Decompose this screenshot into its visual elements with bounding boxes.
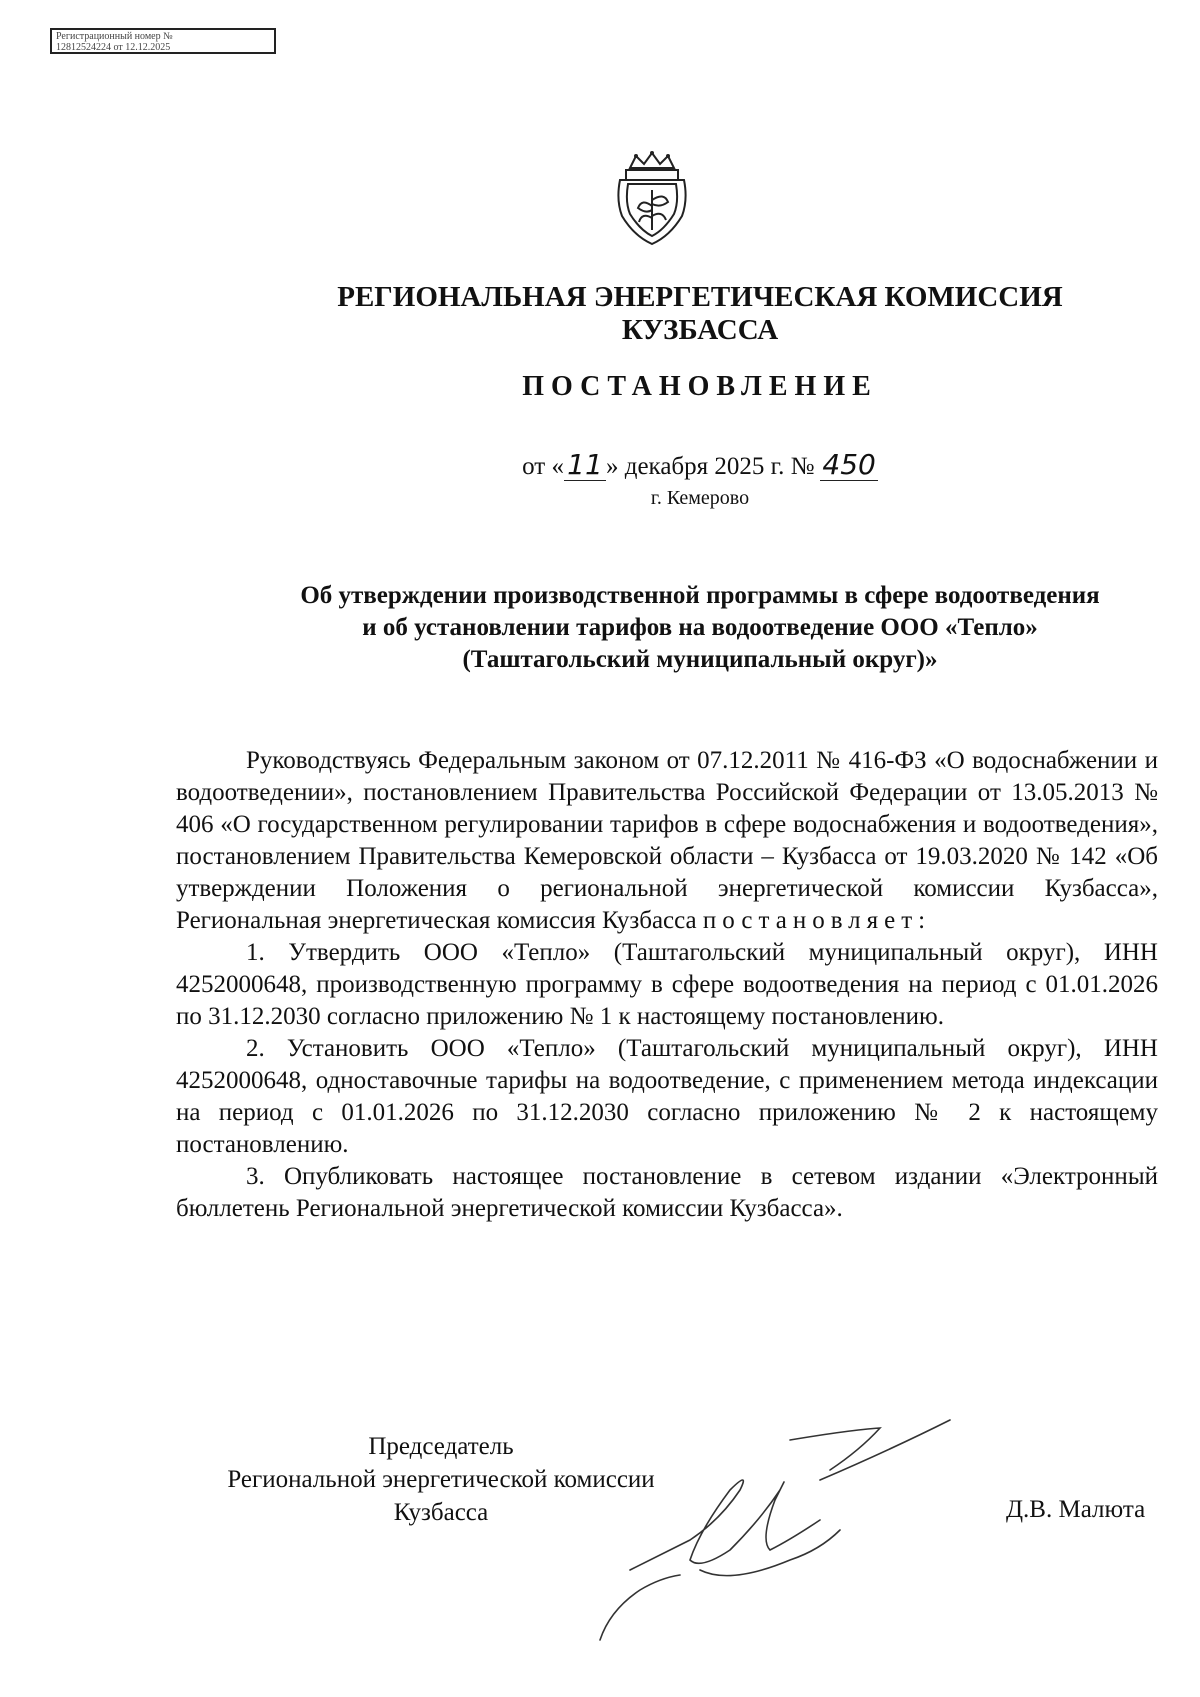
signer-region: Кузбасса [393, 1499, 489, 1526]
subject-line: и об установлении тарифов на водоотведение ООО «Тепло» [362, 614, 1038, 641]
date-day: 11 [564, 450, 606, 481]
subject-line: (Таштагольский муниципальный округ)» [462, 646, 938, 673]
registration-label: Регистрационный номер № [56, 31, 173, 42]
registration-stamp [50, 28, 276, 54]
resolves-word: постановляет: [702, 907, 932, 934]
signer-organization: Региональной энергетической комиссии [227, 1466, 655, 1493]
organization-name: РЕГИОНАЛЬНАЯ ЭНЕРГЕТИЧЕСКАЯ КОМИССИЯ [337, 281, 1063, 313]
document-type: ПОСТАНОВЛЕНИЕ [522, 371, 878, 402]
coat-of-arms-icon [612, 150, 692, 248]
document-body [176, 745, 1158, 1225]
subject-line: Об утверждении производственной программы в сфере водоотведения [300, 582, 1100, 609]
item-1: 1. Утвердить ООО «Тепло» (Таштагольский муниципальный округ), ИНН 4252000648, производственную программу в сфере водоотведения на период с 01.01.2026 по 31.12.2030 согласно приложению № 1 к настоящему постановлению. [176, 939, 1158, 1030]
item-2: 2. Установить ООО «Тепло» (Таштагольский муниципальный округ), ИНН 4252000648, одноставочные тарифы на водоотведение, с применением метода индексации на период с 01.01.2026 по 31.12.2030 согласно приложению № 2 к настоящему постановлению. [176, 1035, 1158, 1158]
signer-name: Д.В. Малюта [1006, 1496, 1146, 1523]
date-prefix: от « [522, 453, 564, 480]
date-middle: » декабря 2025 г. № [605, 453, 815, 480]
registration-number: 12812524224 от 12.12.2025 [56, 42, 171, 53]
document-subject [160, 580, 1200, 676]
document-number: 450 [822, 448, 876, 481]
preamble-text: Руководствуясь Федеральным законом от 07.12.2011 № 416-ФЗ «О водоснабжении и водоотведении», постановлением Правительства Российской Федерации от 13.05.2013 № 406 «О государственном регулировании тарифов в сфере водоснабжения и водоотведения», постановлением Правительства Кемеровской области – Кузбасса от 19.03.2020 № 142 «Об утверждении Положения о региональной энергетической комиссии Кузбасса», Региональная энергетическая комиссия Кузбасса [176, 747, 1158, 934]
city: г. Кемерово [650, 487, 750, 509]
organization-region: КУЗБАССА [621, 314, 779, 346]
date-line [160, 450, 1200, 482]
signer-position: Председатель [368, 1433, 514, 1460]
handwritten-signature [590, 1410, 1050, 1650]
item-3: 3. Опубликовать настоящее постановление в сетевом издании «Электронный бюллетень Региональной энергетической комиссии Кузбасса». [176, 1163, 1158, 1222]
preamble-paragraph [176, 745, 1158, 937]
